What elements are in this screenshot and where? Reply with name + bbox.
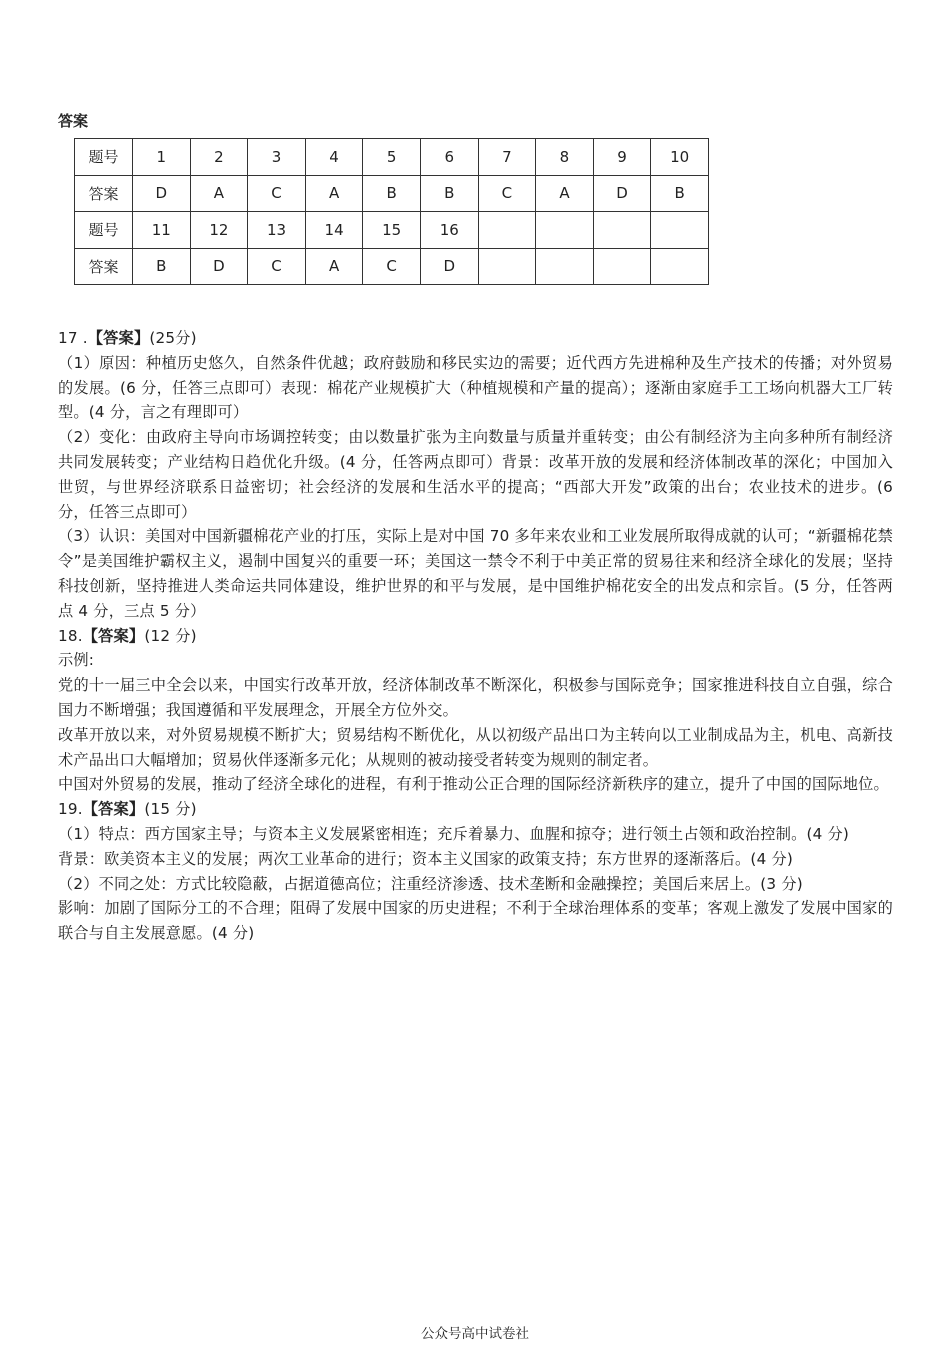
table-cell <box>536 248 594 285</box>
table-cell: C <box>248 248 306 285</box>
table-cell: B <box>133 248 191 285</box>
table-cell: D <box>190 248 248 285</box>
table-cell: 4 <box>305 139 363 176</box>
q19-title <box>58 797 893 822</box>
q17-tag: 【答案】 <box>87 329 150 347</box>
table-row <box>75 248 709 285</box>
table-cell: 1 <box>133 139 191 176</box>
table-cell: B <box>651 175 709 212</box>
q18-para2: 改革开放以来，对外贸易规模不断扩大；贸易结构不断优化，从以初级产品出口为主转向以工业制成品为主，机电、高新技术产品出口大幅增加；贸易伙伴逐渐多元化；从规则的被动接受者转变为规则的制定者。 <box>58 725 893 769</box>
table-cell: A <box>305 175 363 212</box>
table-row <box>75 212 709 249</box>
table-cell: A <box>305 248 363 285</box>
footer-watermark: 公众号高中试卷社 <box>421 1326 529 1342</box>
q17-number: 17 . <box>58 329 88 347</box>
q19-number: 19. <box>58 800 83 819</box>
table-cell: 14 <box>305 212 363 249</box>
q18-tag: 【答案】 <box>82 626 145 645</box>
answer-title: 答案 <box>58 112 89 130</box>
q19-background: 背景：欧美资本主义的发展；两次工业革命的进行；资本主义国家的政策支持；东方世界的逐渐落后。(4 分) <box>58 849 793 868</box>
q17-score: (25分) <box>149 329 197 347</box>
table-cell: 16 <box>420 212 478 249</box>
q18-number: 18. <box>58 626 83 645</box>
answer-explanations <box>58 326 893 946</box>
table-cell: C <box>248 175 306 212</box>
table-cell: 3 <box>248 139 306 176</box>
q18-score: (12 分) <box>144 626 197 645</box>
row-label: 答案 <box>75 248 133 285</box>
row-label: 题号 <box>75 139 133 176</box>
table-cell: C <box>478 175 536 212</box>
q19-part1: （1）特点：西方国家主导；与资本主义发展紧密相连；充斥着暴力、血腥和掠夺；进行领土占领和政治控制。(4 分) <box>58 824 849 843</box>
table-cell <box>478 212 536 249</box>
q19-tag: 【答案】 <box>82 800 145 819</box>
table-cell: 15 <box>363 212 421 249</box>
table-cell <box>536 212 594 249</box>
q18-example-label: 示例: <box>58 651 95 670</box>
q17-part1: （1）原因：种植历史悠久，自然条件优越；政府鼓励和移民实边的需要；近代西方先进棉种及生产技术的传播；对外贸易的发展。(6 分，任答三点即可）表现：棉花产业规模扩大（种植规模和产量的提高）；逐渐由家庭手工工场向机器大工厂转型。(4 分，言之有理即可） <box>58 353 893 422</box>
table-cell: D <box>133 175 191 212</box>
table-cell: B <box>363 175 421 212</box>
table-cell: A <box>190 175 248 212</box>
q18-para3: 中国对外贸易的发展，推动了经济全球化的进程，有利于推动公正合理的国际经济新秩序的建立，提升了中国的国际地位。 <box>58 775 889 794</box>
q17-title <box>58 326 893 351</box>
table-cell: 8 <box>536 139 594 176</box>
q19-score: (15 分) <box>144 800 197 819</box>
table-cell <box>478 248 536 285</box>
table-cell <box>593 212 651 249</box>
table-cell: 11 <box>133 212 191 249</box>
q17-part2: （2）变化：由政府主导向市场调控转变；由以数量扩张为主向数量与质量并重转变；由公有制经济为主向多种所有制经济共同发展转变；产业结构日趋优化升级。(4 分，任答两点即可）背景：改革开放的发展和经济体制改革的深化；中国加入世贸，与世界经济联系日益密切；社会经济的发展和生活水平的提高；“西部大开发”政策的出台；农业技术的进步。(6 分，任答三点即可） <box>58 428 893 521</box>
q19-impact: 影响：加剧了国际分工的不合理；阻碍了发展中国家的历史进程；不利于全球治理体系的变革；客观上激发了发展中国家的联合与自主发展意愿。(4 分) <box>58 899 893 943</box>
table-cell: D <box>593 175 651 212</box>
table-cell: 9 <box>593 139 651 176</box>
q18-para1: 党的十一届三中全会以来，中国实行改革开放，经济体制改革不断深化，积极参与国际竞争；国家推进科技自立自强，综合国力不断增强；我国遵循和平发展理念，开展全方位外交。 <box>58 676 893 719</box>
table-row <box>75 175 709 212</box>
row-label: 题号 <box>75 212 133 249</box>
table-cell: 6 <box>420 139 478 176</box>
table-cell: A <box>536 175 594 212</box>
table-cell: 5 <box>363 139 421 176</box>
table-cell: 7 <box>478 139 536 176</box>
q19-part2: （2）不同之处：方式比较隐蔽，占据道德高位；注重经济渗透、技术垄断和金融操控；美国后来居上。(3 分) <box>58 874 803 893</box>
table-cell: D <box>420 248 478 285</box>
table-cell: C <box>363 248 421 285</box>
q18-title <box>58 624 893 649</box>
answer-table <box>74 138 709 285</box>
table-cell: B <box>420 175 478 212</box>
table-cell: 13 <box>248 212 306 249</box>
table-cell <box>651 248 709 285</box>
table-cell: 10 <box>651 139 709 176</box>
table-cell <box>593 248 651 285</box>
table-cell: 2 <box>190 139 248 176</box>
table-row <box>75 139 709 176</box>
table-cell: 12 <box>190 212 248 249</box>
q17-part3: （3）认识：美国对中国新疆棉花产业的打压，实际上是对中国 70 多年来农业和工业发展所取得成就的认可；“新疆棉花禁令”是美国维护霸权主义，遏制中国复兴的重要一环；美国这一禁令不利于中美正常的贸易往来和经济全球化的发展；坚持科技创新，坚持推进人类命运共同体建设，维护世界的和平与发展，是中国维护棉花安全的出发点和宗旨。(5 分，任答两点 4 分，三点 5 分） <box>58 527 893 620</box>
table-cell <box>651 212 709 249</box>
row-label: 答案 <box>75 175 133 212</box>
